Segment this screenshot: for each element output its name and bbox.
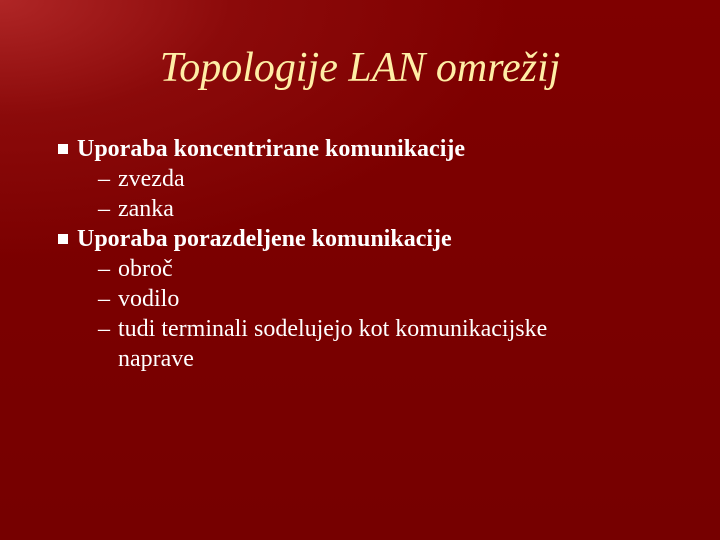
slide-title: Topologije LAN omrežij — [159, 45, 561, 91]
sub-item-label: obroč — [118, 256, 173, 282]
sub-item-label: zanka — [118, 196, 174, 222]
sub-item — [58, 254, 698, 284]
sub-item-continuation-label: naprave — [118, 346, 194, 372]
square-bullet-icon — [58, 144, 68, 154]
dash-marker: – — [98, 196, 110, 222]
sub-item — [58, 194, 698, 224]
dash-marker: – — [98, 316, 110, 342]
sub-item-label: vodilo — [118, 286, 180, 312]
dash-marker: – — [98, 286, 110, 312]
sub-item — [58, 164, 698, 194]
bullet-item-2 — [58, 224, 698, 254]
bullet-item-label: Uporaba porazdeljene komunikacije — [77, 226, 452, 252]
sub-item-continuation — [58, 344, 698, 374]
dash-marker: – — [98, 166, 110, 192]
sub-item-label: zvezda — [118, 166, 185, 192]
square-bullet-icon — [58, 234, 68, 244]
sub-item — [58, 314, 698, 344]
dash-marker: – — [98, 256, 110, 282]
sub-item — [58, 284, 698, 314]
bullet-item-label: Uporaba koncentrirane komunikacije — [77, 136, 466, 162]
bullet-list — [58, 134, 698, 374]
bullet-item-1 — [58, 134, 698, 164]
sub-item-label: tudi terminali sodelujejo kot komunikacijske — [118, 316, 548, 342]
